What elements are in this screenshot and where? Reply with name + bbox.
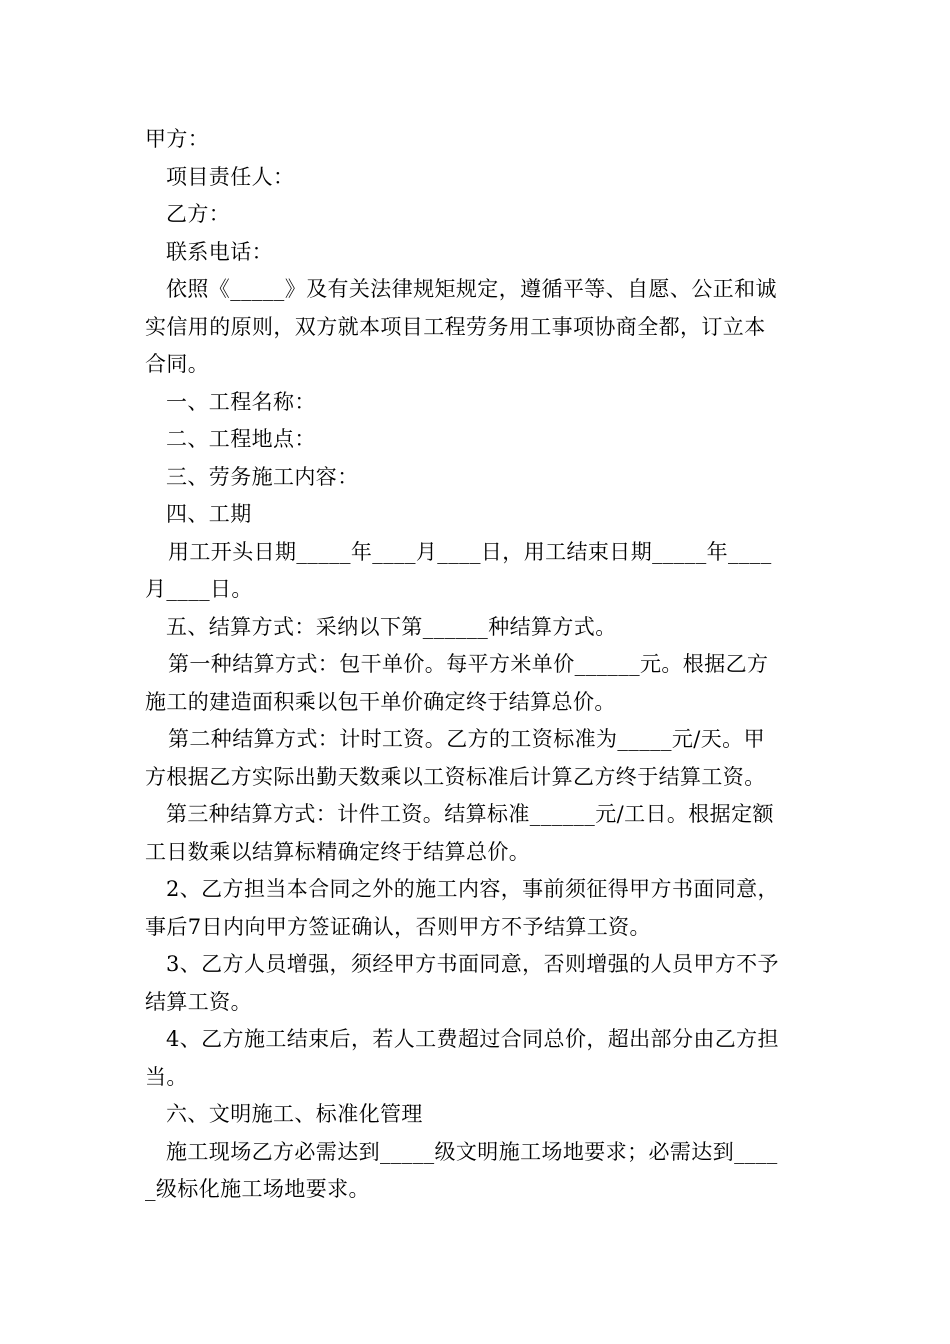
document-body <box>145 121 810 1209</box>
clause-2-line-2: 事后7日内向甲方签证确认，否则甲方不予结算工资。 <box>145 914 651 939</box>
clause-3-line-2: 结算工资。 <box>145 989 252 1014</box>
phone-line: 联系电话： <box>166 239 273 264</box>
settlement-method-2-line-1: 第二种结算方式：计时工资。乙方的工资标准为_____元/天。甲 <box>168 727 765 751</box>
section-5-settlement-heading: 五、结算方式：采纳以下第______种结算方式。 <box>166 614 617 639</box>
section-6-civilized-construction-heading: 六、文明施工、标准化管理 <box>166 1102 423 1126</box>
clause-4-line-1: 4、乙方施工结束后，若人工费超过合同总价，超出部分由乙方担 <box>166 1027 779 1051</box>
clause-3-line-1: 3、乙方人员增强，须经甲方书面同意，否则增强的人员甲方不予 <box>166 952 779 976</box>
section-2-project-location: 二、工程地点： <box>166 427 316 451</box>
party-b-line: 乙方： <box>166 202 231 226</box>
section-4-schedule-heading: 四、工期 <box>166 502 252 526</box>
clause-2-line-1: 2、乙方担当本合同之外的施工内容，事前须征得甲方书面同意， <box>166 877 779 901</box>
settlement-method-3-line-1: 第三种结算方式：计件工资。结算标准______元/工日。根据定额 <box>166 802 774 826</box>
section-3-labor-content: 三、劳务施工内容： <box>166 464 359 489</box>
civilized-construction-line-2: _级标化施工场地要求。 <box>145 1177 370 1201</box>
clause-4-line-2: 当。 <box>145 1064 188 1089</box>
party-a-line: 甲方： <box>145 127 210 151</box>
preamble-line-3: 合同。 <box>145 352 210 376</box>
section-1-project-name: 一、工程名称： <box>166 389 316 414</box>
settlement-method-1-line-2: 施工的建造面积乘以包干单价确定终于结算总价。 <box>145 689 616 714</box>
settlement-method-3-line-2: 工日数乘以结算标精确定终于结算总价。 <box>145 839 531 864</box>
project-manager-line: 项目责任人： <box>166 164 295 189</box>
schedule-line-1: 用工开头日期_____年____月____日，用工结束日期_____年____ <box>168 539 772 564</box>
civilized-construction-line-1: 施工现场乙方必需达到_____级文明施工场地要求；必需达到____ <box>166 1139 778 1164</box>
settlement-method-2-line-2: 方根据乙方实际出勤天数乘以工资标准后计算乙方终于结算工资。 <box>145 764 766 789</box>
schedule-line-2: 月____日。 <box>145 577 253 601</box>
settlement-method-1-line-1: 第一种结算方式：包干单价。每平方米单价______元。根据乙方 <box>168 652 769 676</box>
preamble-line-2: 实信用的原则，双方就本项目工程劳务用工事项协商全都，订立本 <box>145 314 766 339</box>
preamble-line-1: 依照《_____》及有关法律规矩规定，遵循平等、自愿、公正和诚 <box>166 277 777 301</box>
